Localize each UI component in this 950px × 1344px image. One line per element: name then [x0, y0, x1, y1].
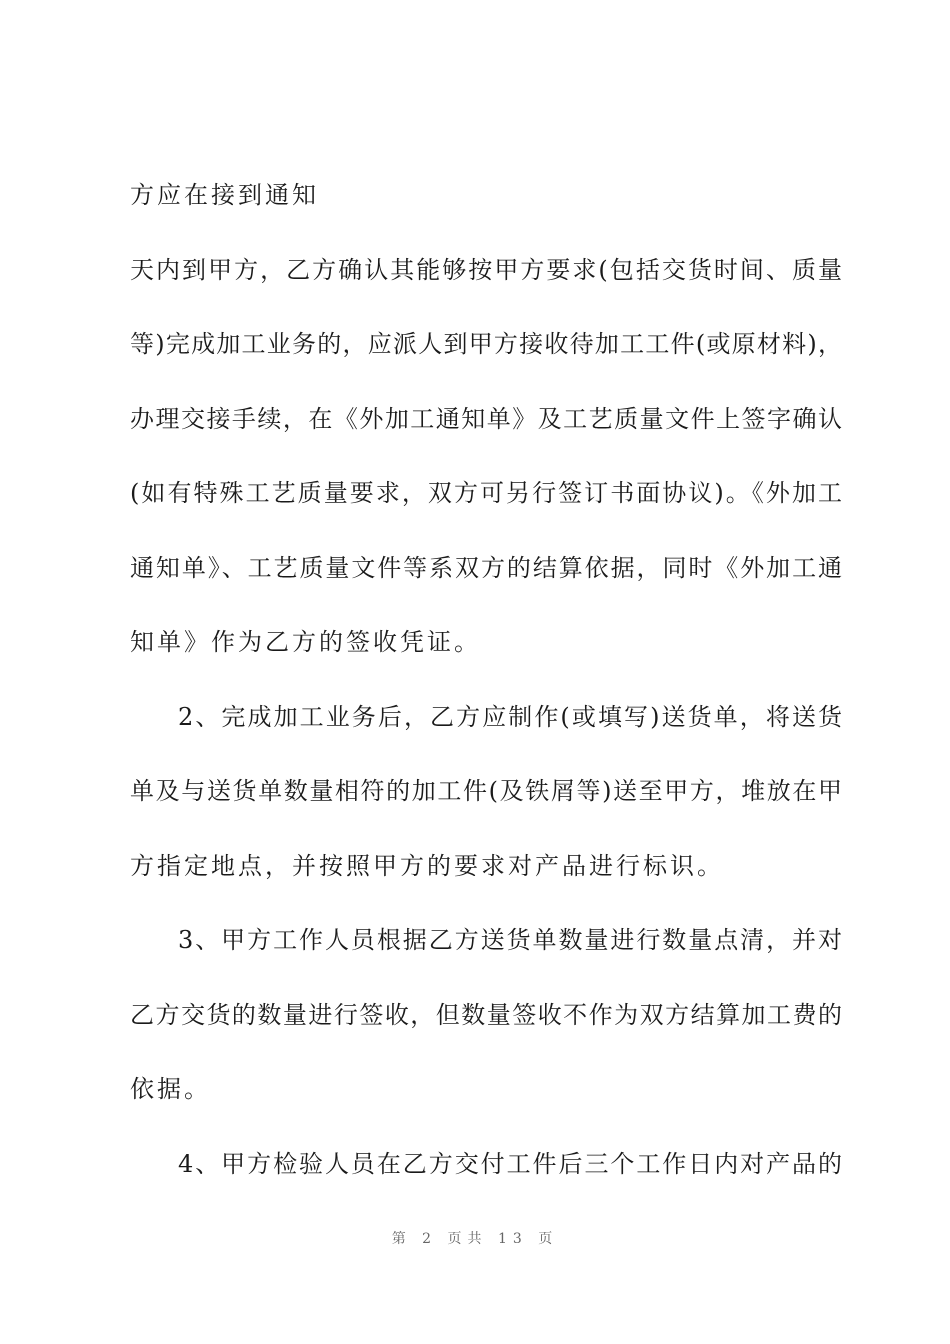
text-line: 办理交接手续，在《外加工通知单》及工艺质量文件上签字确认 [130, 404, 842, 433]
text-line: 通知单》、工艺质量文件等系双方的结算依据，同时《外加工通 [130, 553, 842, 582]
text-line: 知单》作为乙方的签收凭证。 [130, 628, 481, 656]
body-text [130, 170, 842, 1213]
text-line: 方应在接到通知 [130, 181, 319, 209]
text-line: 单及与送货单数量相符的加工件(及铁屑等)送至甲方，堆放在甲 [130, 777, 842, 805]
text-line: 乙方交货的数量进行签收，但数量签收不作为双方结算加工费的 [130, 1000, 842, 1029]
text-line: 等)完成加工业务的，应派人到甲方接收待加工工件(或原材料)， [130, 330, 842, 358]
page-number-footer: 第 2 页共 13 页 [391, 1231, 559, 1247]
text-line: 依据。 [130, 1075, 211, 1103]
text-line: 天内到甲方，乙方确认其能够按甲方要求(包括交货时间、质量 [130, 255, 842, 284]
paragraph-2-start: 2、完成加工业务后，乙方应制作(或填写)送货单，将送货 [178, 702, 842, 731]
paragraph-3-start: 3、甲方工作人员根据乙方送货单数量进行数量点清，并对 [178, 926, 842, 954]
text-line: 方指定地点，并按照甲方的要求对产品进行标识。 [130, 851, 724, 880]
text-line: (如有特殊工艺质量要求，双方可另行签订书面协议)。《外加工 [130, 479, 842, 507]
paragraph-4-start: 4、甲方检验人员在乙方交付工件后三个工作日内对产品的 [178, 1149, 842, 1178]
